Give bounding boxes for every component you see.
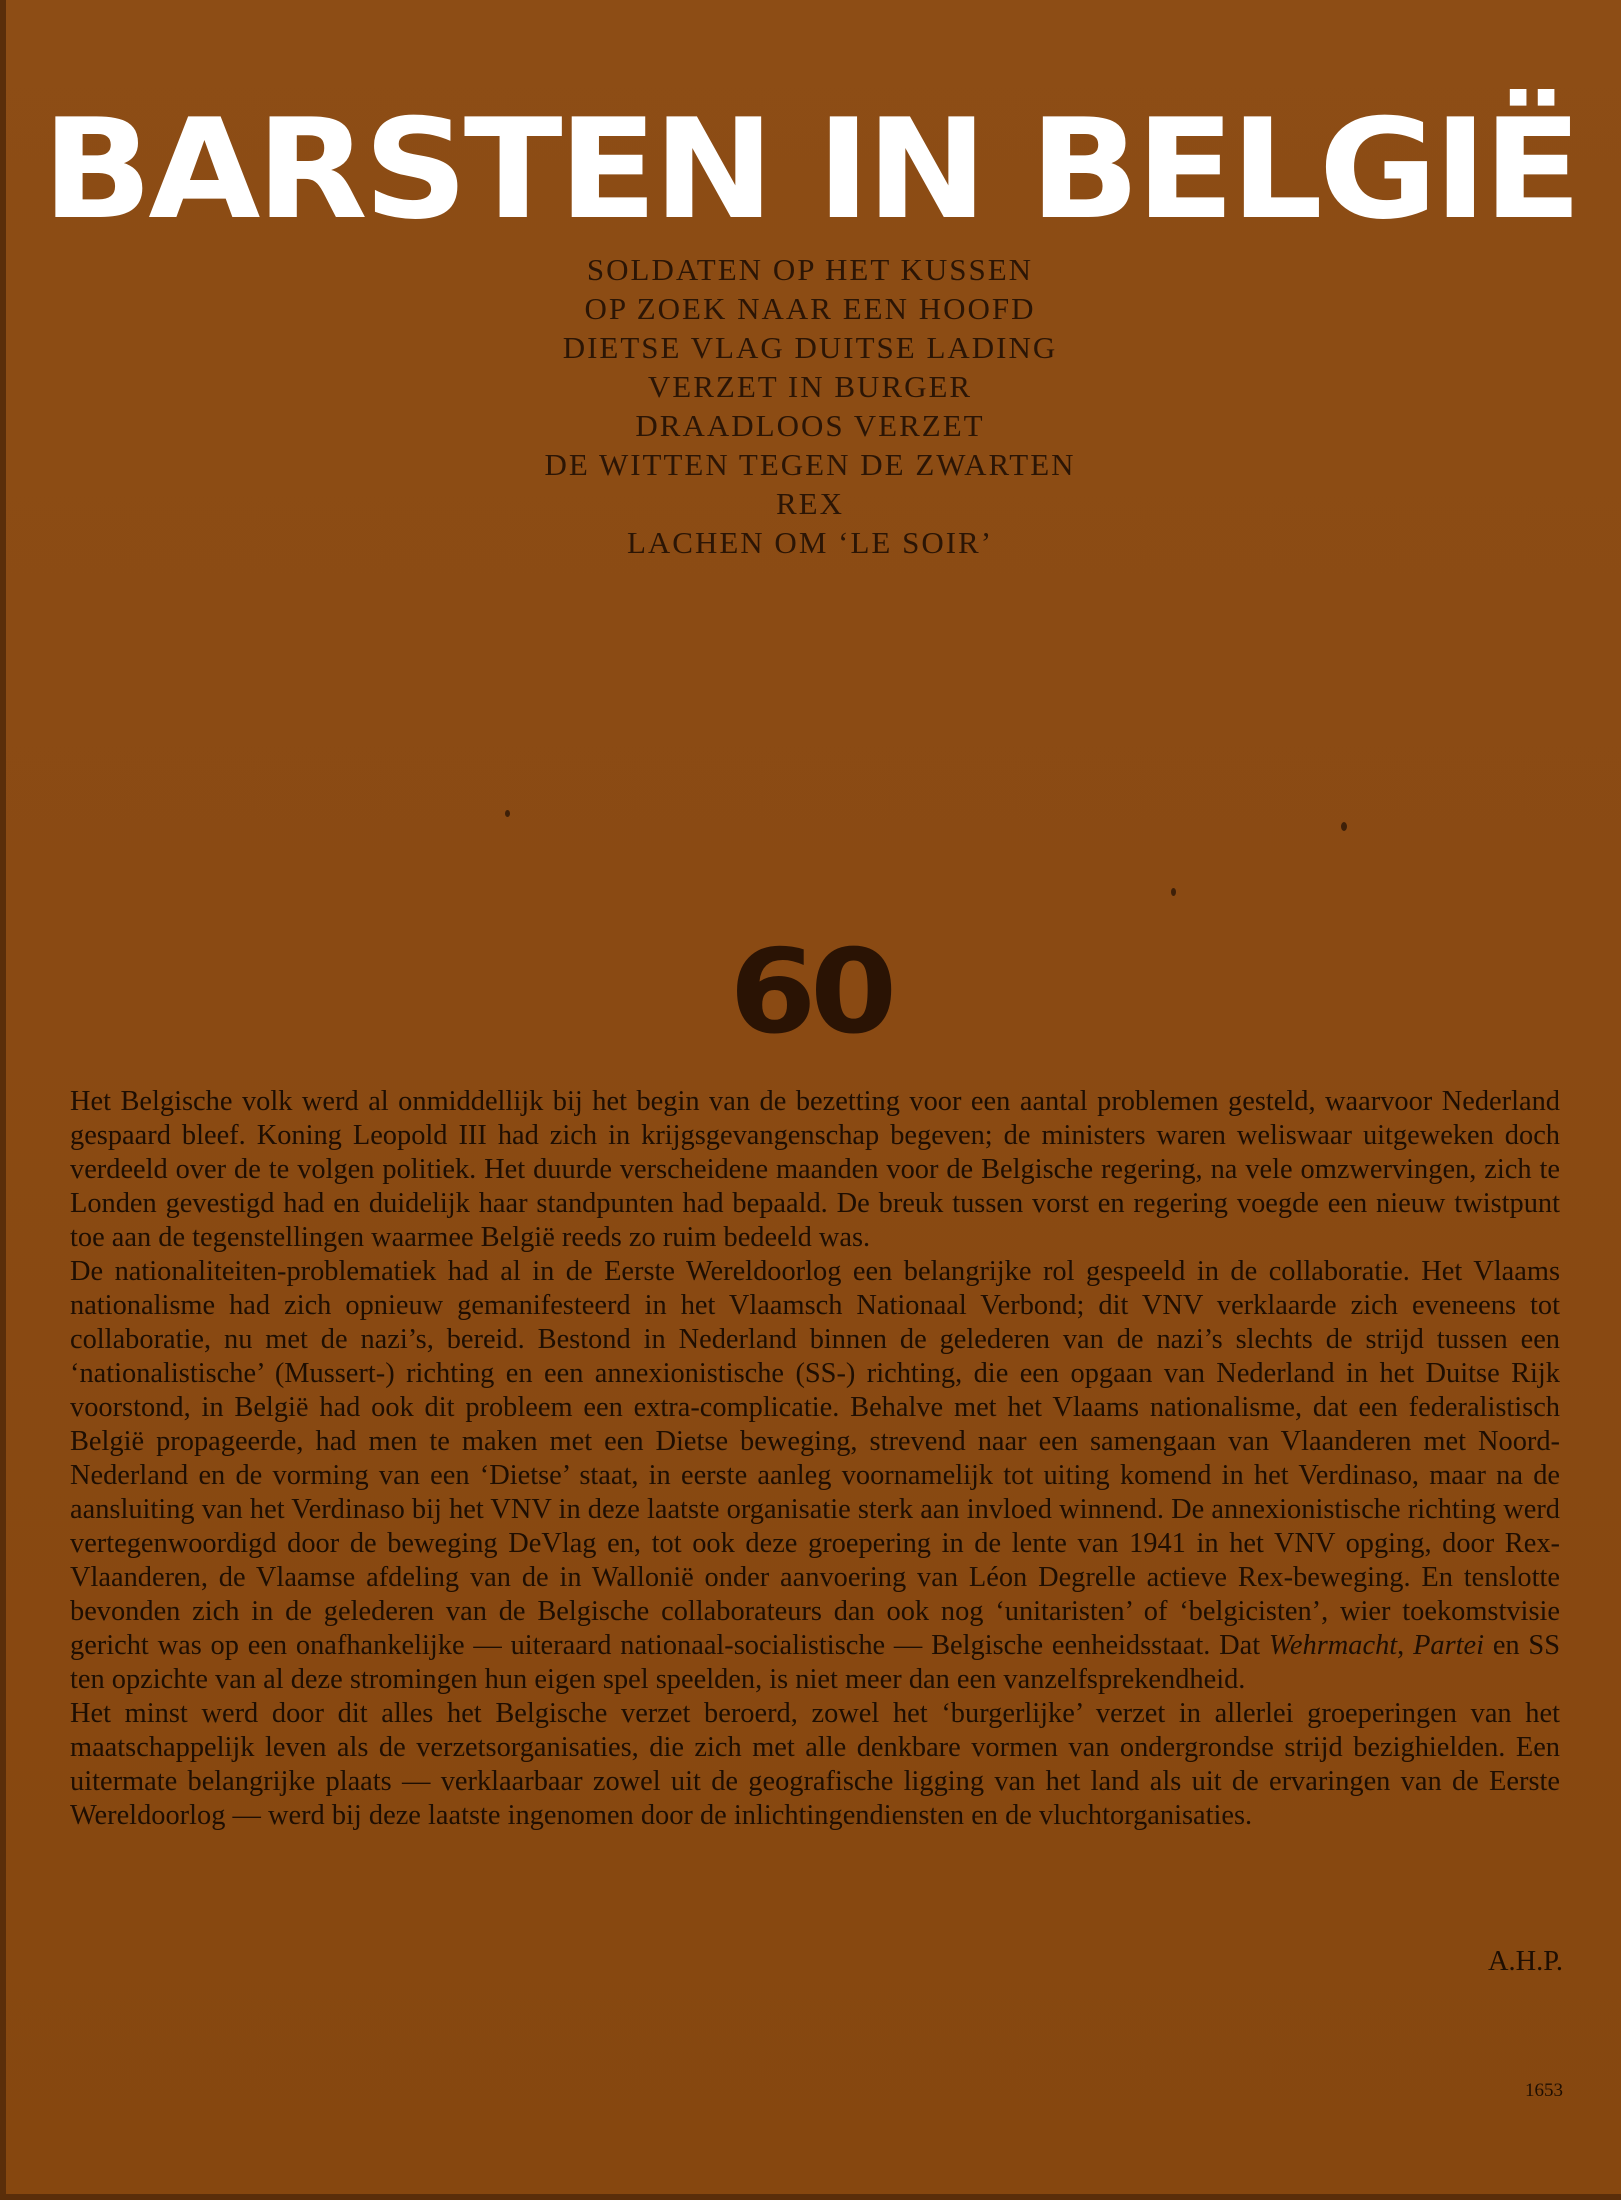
separator-text: ,	[1397, 1630, 1414, 1661]
print-speck	[505, 810, 510, 817]
contents-item: LACHEN OM ‘LE SOIR’	[626, 525, 994, 560]
paragraph-text: en SS ten opzichte van al deze stromingen hun eigen spel speelden, is niet meer dan een vanzelfsprekendheid.	[70, 1630, 1560, 1695]
print-speck	[1341, 822, 1347, 831]
article-body	[70, 1085, 1560, 1833]
contents-item: SOLDATEN OP HET KUSSEN	[586, 252, 1034, 287]
paragraph-text: De nationaliteiten-problematiek had al in de Eerste Wereldoorlog een belangrijke rol gespeeld in de collaboratie. Het Vlaams nationalisme had zich opnieuw gemanifesteerd in het Vlaamsch Nationaal Verbond; dit VNV verklaarde zich eveneens tot collaboratie, nu met de nazi’s, bereid. Bestond in Nederland binnen de gelederen van de nazi’s slechts de strijd tussen een ‘nationalistische’ (Mussert-) richting en een annexionistische (SS-) richting, die een opgaan van Nederland in het Duitse Rijk voorstond, in België had ook dit probleem een extra-complicatie. Behalve met het Vlaams nationalisme, dat een federalistisch België propageerde, had men te maken met een Dietse beweging, strevend naar een samengaan van Vlaanderen met Noord-Nederland en de vorming van een ‘Dietse’ staat, in eerste aanleg voornamelijk tot uiting komend in het Verdinaso, maar na de aansluiting van het Verdinaso bij het VNV in deze laatste organisatie sterk aan invloed winnend. De annexionistische richting werd vertegenwoordigd door de beweging DeVlag en, tot ook deze groepering in de lente van 1941 in het VNV opging, door Rex-Vlaanderen, de Vlaamse afdeling van de in Wallonië onder aanvoering van Léon Degrelle actieve Rex-beweging. En tenslotte bevonden zich in de gelederen van de Belgische collaborateurs dan ook nog ‘unitaristen’ of ‘belgicisten’, wier toekomstvisie gericht was op een onafhankelijke — uiteraard nationaal-socialistische — Belgische eenheidsstaat. Dat	[70, 1256, 1560, 1661]
contents-list	[300, 250, 1320, 562]
contents-item: DIETSE VLAG DUITSE LADING	[562, 330, 1058, 365]
article-paragraph: Het Belgische volk werd al onmiddellijk bij het begin van de bezetting voor een aantal problemen gesteld, waarvoor Nederland gespaard bleef. Koning Leopold III had zich in krijgsgevangenschap begeven; de ministers waren weliswaar uitgeweken doch verdeeld over de te volgen politiek. Het duurde verscheidene maanden voor de Belgische regering, na vele omzwervingen, zich te Londen gevestigd had en duidelijk haar standpunten had bepaald. De breuk tussen vorst en regering voegde een nieuw twistpunt toe aan de tegenstellingen waarmee België reeds zo ruim bedeeld was.	[70, 1086, 1560, 1253]
page-title: BARSTEN IN BELGIË	[42, 89, 1578, 250]
article-paragraph: Het minst werd door dit alles het Belgische verzet beroerd, zowel het ‘burgerlijke’ verzet in allerlei groeperingen van het maatschappelijk leven als de verzetsorganisaties, die zich met alle denkbare vormen van ondergrondse strijd bezighielden. Een uitermate belangrijke plaats — verklaarbaar zowel uit de geografische ligging van het land als uit de ervaringen van de Eerste Wereldoorlog — werd bij deze laatste ingenomen door de inlichtingendiensten en de vluchtorganisaties.	[70, 1698, 1560, 1831]
contents-item: OP ZOEK NAAR EEN HOOFD	[584, 291, 1036, 326]
contents-item: DE WITTEN TEGEN DE ZWARTEN	[544, 447, 1076, 482]
page-number: 1653	[1525, 2080, 1563, 2101]
italic-term: Partei	[1413, 1630, 1485, 1661]
contents-item: VERZET IN BURGER	[647, 369, 973, 404]
contents-item: REX	[776, 486, 844, 521]
article-paragraph	[70, 1255, 1560, 1697]
issue-number: 60	[729, 925, 891, 1060]
contents-item: DRAADLOOS VERZET	[635, 408, 985, 443]
author-initials: A.H.P.	[1488, 1946, 1563, 1977]
print-speck	[1171, 888, 1176, 896]
italic-term: Wehrmacht	[1268, 1630, 1398, 1661]
